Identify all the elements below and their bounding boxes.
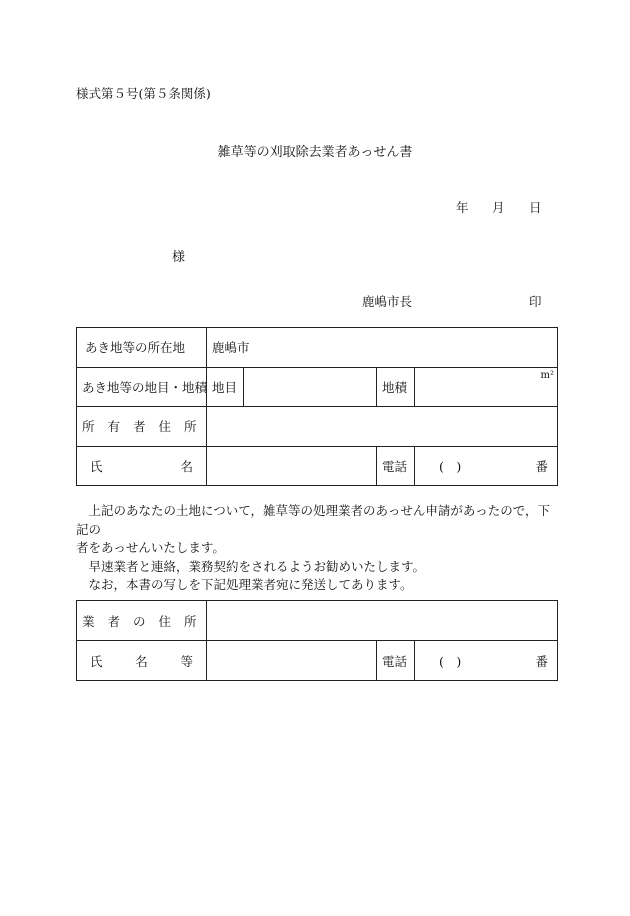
location-value: 鹿嶋市 (212, 340, 250, 356)
phone-label: 電話 (382, 458, 408, 474)
table-row (77, 601, 558, 641)
date-month-label: 月 (492, 200, 505, 215)
date-day-label: 日 (529, 200, 542, 215)
phone-suffix: 番 (535, 653, 549, 669)
location-label-text: あき地等の所在地 (85, 340, 186, 356)
addressee-suffix: 様 (172, 250, 186, 265)
phone-paren: ( ) (438, 653, 462, 669)
owner-name-value-cell[interactable] (207, 446, 377, 486)
phone-paren: ( ) (438, 458, 462, 474)
table-row (77, 641, 558, 681)
location-label (82, 338, 201, 356)
name-label-1: 氏 (90, 458, 103, 474)
area-unit: m² (540, 369, 555, 381)
body-text (76, 502, 560, 595)
seal-mark: 印 (529, 294, 542, 309)
land-info-table (76, 327, 558, 486)
area-label: 地積 (382, 379, 408, 395)
name-label-2: 名 (180, 458, 193, 474)
location-value-cell[interactable] (207, 328, 558, 368)
location-label-cell (77, 328, 207, 368)
category-label: 地目 (212, 379, 238, 395)
contractor-address-label-cell (77, 601, 210, 641)
phone-label: 電話 (382, 653, 408, 669)
phone-label-cell (377, 446, 415, 486)
table-row (77, 367, 558, 407)
name-label-3: 等 (180, 653, 193, 669)
contractor-table (76, 600, 558, 681)
body-line-3: 早速業者と連絡，業務契約をされるようお勧めいたします。 (88, 558, 426, 574)
table-row (77, 328, 558, 368)
body-line-2: 者をあっせんいたします。 (76, 540, 225, 555)
phone-label-cell (377, 641, 415, 681)
phone-suffix: 番 (535, 458, 549, 474)
table-row (77, 446, 558, 486)
contractor-name-value-cell[interactable] (207, 641, 377, 681)
issuer-name: 鹿嶋市長 (362, 294, 413, 309)
body-line-4: なお，本書の写しを下記処理業者宛に発送してあります。 (88, 577, 413, 592)
form-number: 様式第５号(第５条関係) (76, 86, 211, 101)
owner-address-value-cell[interactable] (207, 407, 558, 447)
phone-value-cell[interactable] (415, 446, 558, 486)
area-label-cell (377, 367, 415, 407)
body-line-1: 上記のあなたの土地について，雑草等の処理業者のあっせん申請があったので，下記の (76, 503, 551, 537)
category-label-cell (207, 367, 244, 407)
name-label-2: 名 (135, 653, 148, 669)
date-year-label: 年 (456, 200, 469, 215)
phone-value-cell[interactable] (415, 641, 558, 681)
area-value-cell[interactable] (415, 367, 558, 407)
owner-address-label-cell (77, 407, 210, 447)
contractor-address-value-cell[interactable] (207, 601, 558, 641)
category-value-cell[interactable] (244, 367, 377, 407)
contractor-name-label-cell (77, 641, 207, 681)
contractor-address-label: 業者の住所 (82, 613, 210, 629)
category-area-label: あき地等の地目・地積 (82, 379, 208, 395)
owner-name-label-cell (77, 446, 207, 486)
name-label-1: 氏 (90, 653, 103, 669)
document-title: 雑草等の刈取除去業者あっせん書 (217, 145, 413, 160)
category-area-label-cell (77, 367, 207, 407)
owner-address-label: 所有者住所 (82, 419, 210, 435)
table-row (77, 407, 558, 447)
